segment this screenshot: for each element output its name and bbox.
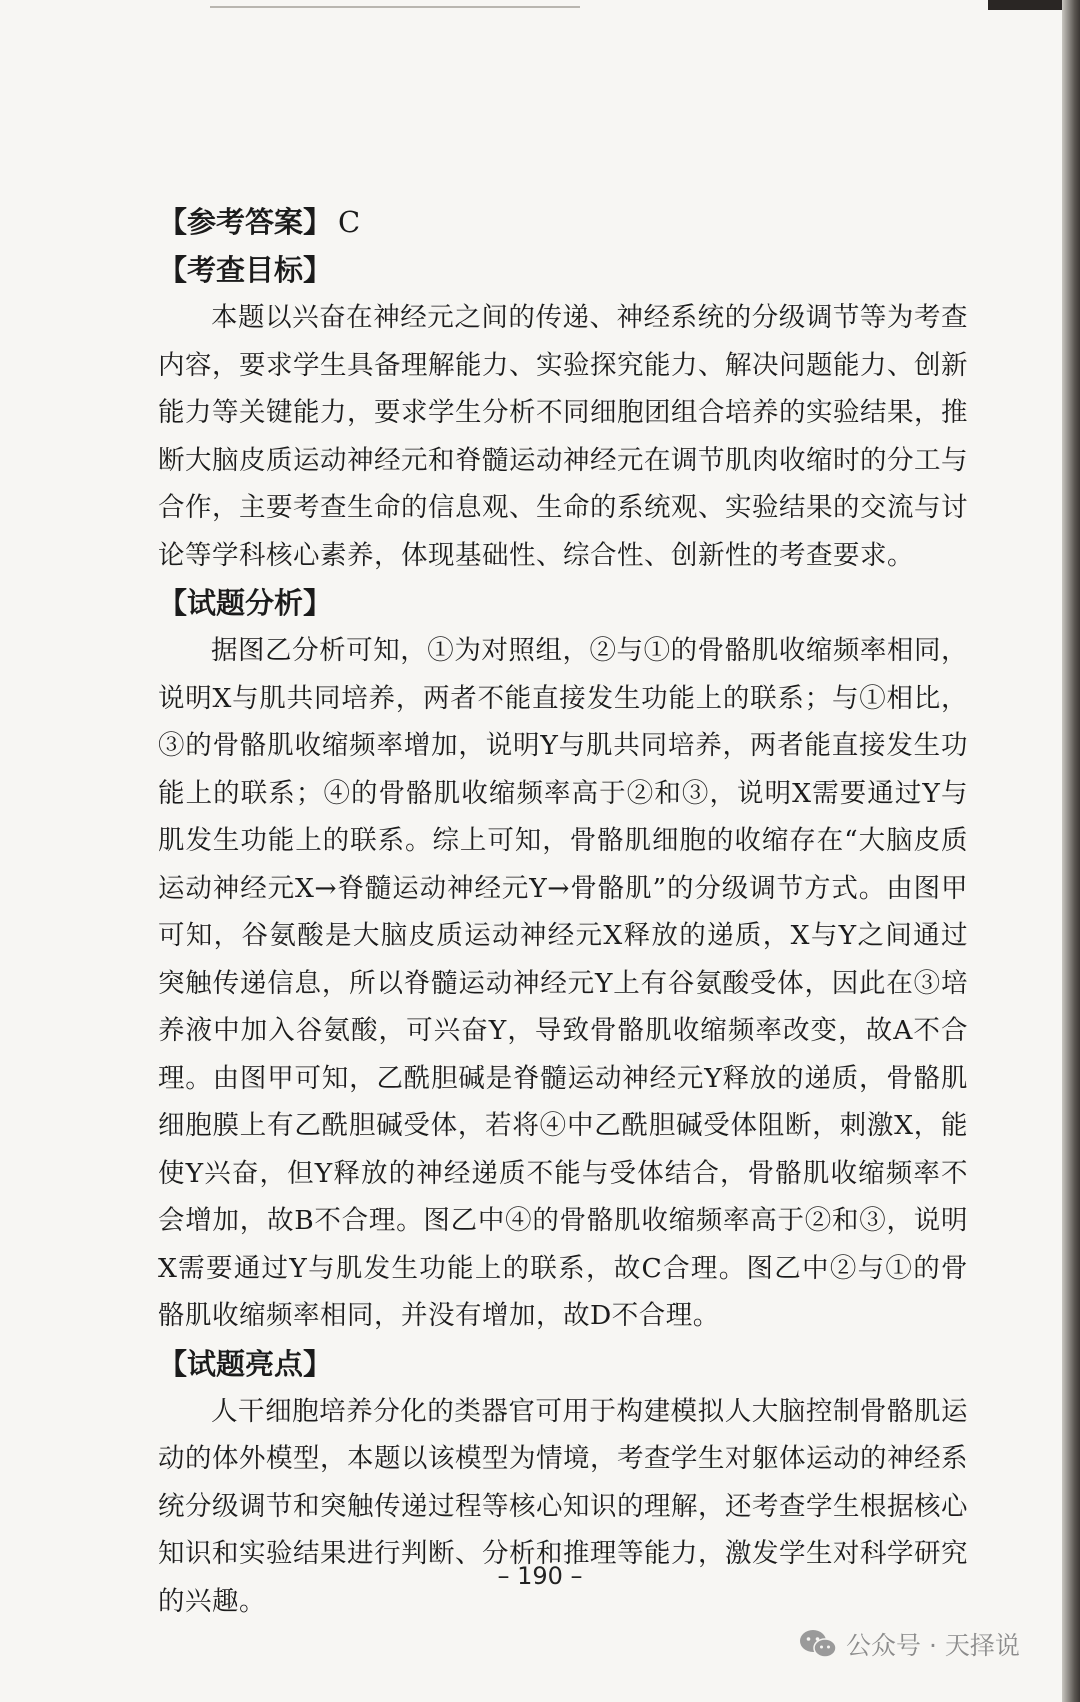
highlight-paragraph: 人干细胞培养分化的类器官可用于构建模拟人大脑控制骨骼肌运动的体外模型，本题以该模型为情境，考查学生对躯体运动的神经系统分级调节和突触传递过程等核心知识的理解，还考查学生根据核心知识和实验结果进行判断、分析和推理等能力，激发学生对科学研究的兴趣。: [158, 1395, 968, 1617]
objective-heading: 【考查目标】: [158, 253, 333, 287]
highlight-heading: 【试题亮点】: [158, 1346, 333, 1381]
scan-top-line: [210, 6, 580, 8]
wechat-icon: [798, 1628, 838, 1660]
answer-value: C: [338, 205, 361, 239]
analysis-heading: 【试题分析】: [158, 586, 333, 620]
objective-paragraph: 本题以兴奋在神经元之间的传递、神经系统的分级调节等为考查内容，要求学生具备理解能力、实验探究能力、解决问题能力、创新能力等关键能力，要求学生分析不同细胞团组合培养的实验结果，推断大脑皮质运动神经元和脊髓运动神经元在调节肌肉收缩时的分工与合作，主要考查生命的信息观、生命的系统观、实验结果的交流与讨论等学科核心素养，体现基础性、综合性、创新性的考查要求。: [158, 302, 968, 571]
scan-right-edge: [1062, 0, 1080, 1702]
page-number: – 190 –: [497, 1562, 583, 1590]
watermark: [798, 1626, 1020, 1662]
answer-heading: [158, 198, 968, 246]
analysis-paragraph: 据图乙分析可知，①为对照组，②与①的骨骼肌收缩频率相同，说明X与肌共同培养，两者不能直接发生功能上的联系；与①相比，③的骨骼肌收缩频率增加，说明Y与肌共同培养，两者能直接发生功能上的联系；④的骨骼肌收缩频率高于②和③，说明X需要通过Y与肌发生功能上的联系。综上可知，骨骼肌细胞的收缩存在“大脑皮质运动神经元X→脊髓运动神经元Y→骨骼肌”的分级调节方式。由图甲可知，谷氨酸是大脑皮质运动神经元X释放的递质，X与Y之间通过突触传递信息，所以脊髓运动神经元Y上有谷氨酸受体，因此在③培养液中加入谷氨酸，可兴奋Y，导致骨骼肌收缩频率改变，故A不合理。由图甲可知，乙酰胆碱是脊髓运动神经元Y释放的递质，骨骼肌细胞膜上有乙酰胆碱受体，若将④中乙酰胆碱受体阻断，刺激X，能使Y兴奋，但Y释放的神经递质不能与受体结合，骨骼肌收缩频率不会增加，故B不合理。图乙中④的骨骼肌收缩频率高于②和③，说明X需要通过Y与肌发生功能上的联系，故C合理。图乙中②与①的骨骼肌收缩频率相同，并没有增加，故D不合理。: [158, 635, 968, 1331]
watermark-text: 公众号 · 天择说: [846, 1631, 1020, 1660]
page-content: [158, 198, 968, 1625]
answer-heading-label: 【参考答案】: [158, 205, 333, 239]
